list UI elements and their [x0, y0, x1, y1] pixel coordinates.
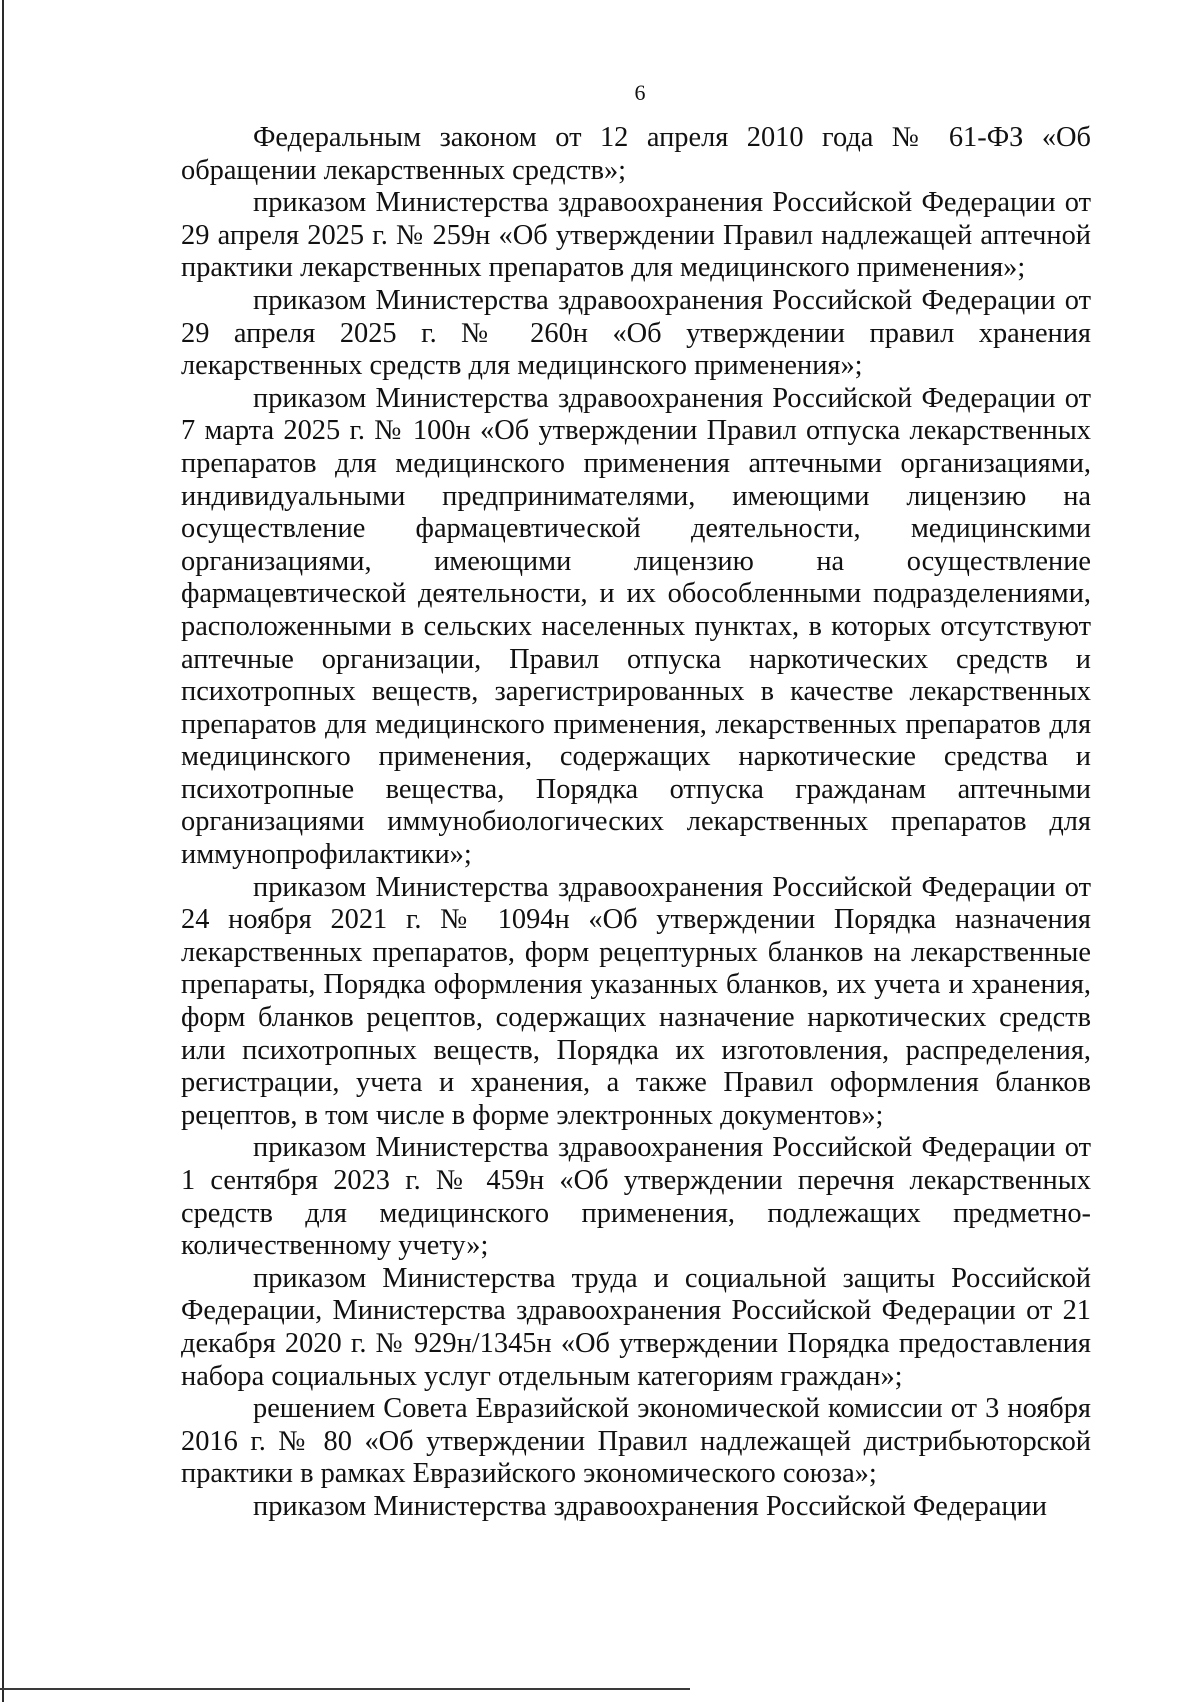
- paragraph-federal-law-61fz: Федеральным законом от 12 апреля 2010 года № 61-ФЗ «Об обращении лекарственных средств»;: [181, 122, 1091, 186]
- paragraph-order-260n: приказом Министерства здравоохранения Российской Федерации от 29 апреля 2025 г. № 260н «Об утверждении правил хранения лекарственных средств для медицинского применения»;: [181, 284, 1091, 382]
- page-number: 6: [634, 80, 646, 105]
- paragraph-order-1094n: приказом Министерства здравоохранения Российской Федерации от 24 ноября 2021 г. № 1094н «Об утверждении Порядка назначения лекарственных препаратов, форм рецептурных бланков на лекарственные препараты, Порядка оформления указанных бланков, их учета и хранения, форм бланков рецептов, содержащих назначение наркотических средств или психотропных веществ, Порядка их изготовления, распределения, регистрации, учета и хранения, а также Правил оформления бланков рецептов, в том числе в форме электронных документов»;: [181, 871, 1091, 1131]
- paragraph-order-459n: приказом Министерства здравоохранения Российской Федерации от 1 сентября 2023 г. № 459н «Об утверждении перечня лекарственных средств для медицинского применения, подлежащих предметно-количественному учету»;: [181, 1132, 1091, 1262]
- scan-edge-left: [2, 0, 4, 1702]
- paragraph-eec-decision-80: решением Совета Евразийской экономической комиссии от 3 ноября 2016 г. № 80 «Об утверждении Правил надлежащей дистрибьюторской практики в рамках Евразийского экономического союза»;: [181, 1393, 1091, 1490]
- paragraph-order-929n-1345n: приказом Министерства труда и социальной защиты Российской Федерации, Министерства здравоохранения Российской Федерации от 21 декабря 2020 г. № 929н/1345н «Об утверждении Порядка предоставления набора социальных услуг отдельным категориям граждан»;: [181, 1262, 1091, 1392]
- paragraph-order-100n: приказом Министерства здравоохранения Российской Федерации от 7 марта 2025 г. № 100н «Об утверждении Правил отпуска лекарственных препаратов для медицинского применения аптечными организациями, индивидуальными предпринимателями, имеющими лицензию на осуществление фармацевтической деятельности, медицинскими организациями, имеющими лицензию на осуществление фармацевтической деятельности, и их обособленными подразделениями, расположенными в сельских населенных пунктах, в которых отсутствуют аптечные организации, Правил отпуска наркотических средств и психотропных веществ, зарегистрированных в качестве лекарственных препаратов для медицинского применения, лекарственных препаратов для медицинского применения, содержащих наркотические средства и психотропные вещества, Порядка отпуска гражданам аптечными организациями иммунобиологических лекарственных препаратов для иммунопрофилактики»;: [181, 382, 1091, 871]
- paragraph-order-continued: приказом Министерства здравоохранения Российской Федерации: [253, 1490, 1047, 1522]
- scan-edge-bottom: [0, 1688, 690, 1690]
- paragraph-order-259n: приказом Министерства здравоохранения Российской Федерации от 29 апреля 2025 г. № 259н «Об утверждении Правил надлежащей аптечной практики лекарственных препаратов для медицинского применения»;: [181, 187, 1091, 284]
- document-body: [181, 122, 1091, 1524]
